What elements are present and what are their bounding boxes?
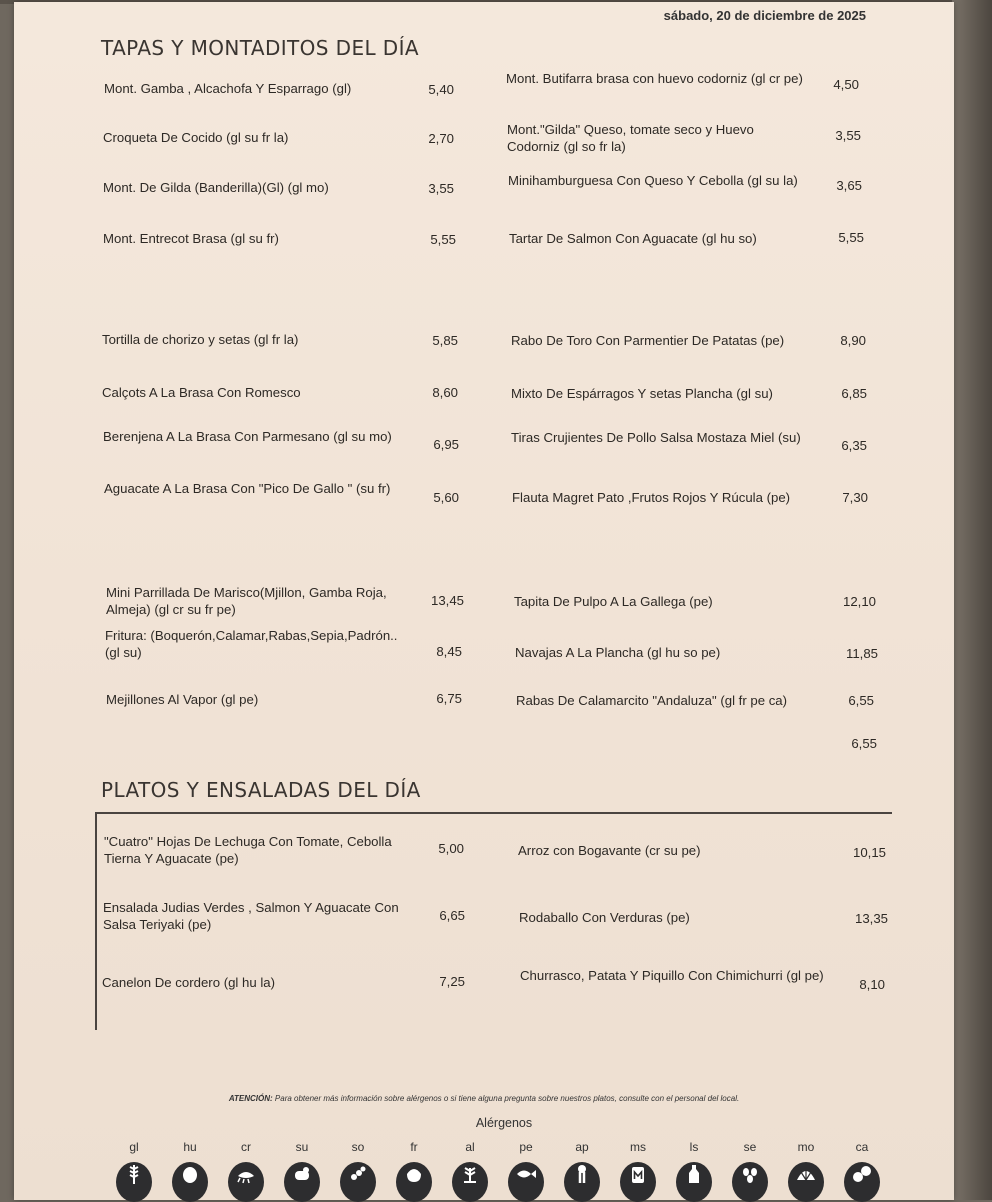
- menu-item-price: 2,70: [428, 131, 454, 146]
- allergen-code: ls: [689, 1140, 699, 1154]
- menu-item-price: 7,30: [842, 490, 868, 505]
- menu-item-price: 10,15: [852, 845, 886, 860]
- allergen-code: gl: [129, 1140, 139, 1154]
- menu-item-price: 8,10: [859, 977, 885, 992]
- allergen-code: hu: [183, 1140, 197, 1154]
- nut-icon: [396, 1162, 432, 1202]
- menu-item-price: 4,50: [833, 77, 859, 92]
- board-frame: [952, 0, 992, 1200]
- milk-icon: [676, 1162, 712, 1202]
- allergen-code: fr: [410, 1140, 418, 1154]
- menu-item-name: Churrasco, Patata Y Piquillo Con Chimichurri (gl pe): [520, 968, 824, 983]
- allergen-pe: [504, 1140, 548, 1202]
- menu-item-price: 6,35: [841, 438, 867, 453]
- menu-item-price: 13,45: [430, 593, 464, 608]
- menu-item-name: Minihamburguesa Con Queso Y Cebolla (gl su la): [508, 173, 798, 188]
- allergen-code: su: [295, 1140, 309, 1154]
- allergen-code: mo: [797, 1140, 815, 1154]
- platos-heading: PLATOS Y ENSALADAS DEL DÍA: [101, 778, 421, 802]
- menu-item-price: 5,55: [838, 230, 864, 245]
- fish-icon: [508, 1162, 544, 1202]
- menu-item-price: 3,55: [428, 181, 454, 196]
- menu-item-name: Calçots A La Brasa Con Romesco: [102, 385, 301, 400]
- lupin-icon: [452, 1162, 488, 1202]
- menu-item-price: 6,55: [848, 693, 874, 708]
- menu-item-name: Croqueta De Cocido (gl su fr la): [103, 130, 289, 145]
- menu-item-name: Rabo De Toro Con Parmentier De Patatas (pe): [511, 333, 785, 348]
- menu-item-price: 8,45: [436, 644, 462, 659]
- menu-item-price: 6,65: [439, 908, 465, 923]
- allergen-cr: [224, 1140, 268, 1202]
- allergen-code: so: [351, 1140, 365, 1154]
- menu-item-price: 6,85: [841, 386, 867, 401]
- extra-price: 6,55: [851, 736, 877, 751]
- mollusc-icon: [788, 1162, 824, 1202]
- notice-text: Para obtener más información sobre alérgenos o si tiene alguna pregunta sobre nuestros platos, consulte con el personal del local.: [274, 1094, 740, 1103]
- menu-sheet: [14, 2, 954, 1200]
- menu-item-name: Mejillones Al Vapor (gl pe): [106, 692, 259, 707]
- menu-item-price: 5,55: [430, 232, 456, 247]
- menu-item-name: Mont. Entrecot Brasa (gl su fr): [103, 231, 279, 246]
- menu-item-name: "Cuatro" Hojas De Lechuga Con Tomate, Cebolla Tierna Y Aguacate (pe): [104, 834, 392, 866]
- wheat-icon: [116, 1162, 152, 1202]
- allergen-ms: [616, 1140, 660, 1202]
- menu-item-name: Tartar De Salmon Con Aguacate (gl hu so): [509, 231, 757, 246]
- menu-item-name: Arroz con Bogavante (cr su pe): [518, 843, 701, 858]
- soy-icon: [340, 1162, 376, 1202]
- menu-item-name: Rodaballo Con Verduras (pe): [519, 910, 690, 925]
- allergen-fr: [392, 1140, 436, 1202]
- allergen-code: se: [743, 1140, 757, 1154]
- menu-item-price: 6,75: [436, 691, 462, 706]
- mustard-icon: [620, 1162, 656, 1202]
- allergen-code: ca: [855, 1140, 869, 1154]
- notice-label: ATENCIÓN:: [228, 1094, 273, 1103]
- menu-item-price: 8,90: [840, 333, 866, 348]
- allergen-code: ap: [575, 1140, 589, 1154]
- menu-item-price: 12,10: [842, 594, 876, 609]
- celery-icon: [564, 1162, 600, 1202]
- tapas-heading: TAPAS Y MONTADITOS DEL DÍA: [101, 36, 419, 60]
- menu-item-name: Mixto De Espárragos Y setas Plancha (gl su): [511, 386, 773, 401]
- allergen-ls: [672, 1140, 716, 1202]
- menu-date: sábado, 20 de diciembre de 2025: [663, 8, 866, 23]
- allergen-hu: [168, 1140, 212, 1202]
- menu-item-price: 7,25: [439, 974, 465, 989]
- section-rule-vertical: [95, 812, 97, 1030]
- allergen-code: cr: [241, 1140, 251, 1154]
- menu-item-name: Mont."Gilda" Queso, tomate seco y Huevo Codorniz (gl so fr la): [507, 122, 754, 154]
- menu-item-price: 5,00: [438, 841, 464, 856]
- menu-item-price: 3,65: [836, 178, 862, 193]
- crustacean-icon: [228, 1162, 264, 1202]
- allergen-mo: [784, 1140, 828, 1202]
- menu-item-name: Mont. Gamba , Alcachofa Y Esparrago (gl): [104, 81, 352, 96]
- menu-item-price: 11,85: [845, 646, 878, 661]
- allergen-code: ms: [630, 1140, 646, 1154]
- allergen-gl: [112, 1140, 156, 1202]
- allergen-se: [728, 1140, 772, 1202]
- egg-icon: [172, 1162, 208, 1202]
- allergen-al: [448, 1140, 492, 1202]
- menu-item-name: Aguacate A La Brasa Con "Pico De Gallo " (su fr): [104, 481, 391, 496]
- allergen-su: [280, 1140, 324, 1202]
- menu-item-name: Tiras Crujientes De Pollo Salsa Mostaza Miel (su): [511, 430, 801, 445]
- allergen-ca: [840, 1140, 884, 1202]
- menu-item-name: Tortilla de chorizo y setas (gl fr la): [102, 332, 299, 347]
- menu-item-name: Mini Parrillada De Marisco(Mjillon, Gamba Roja, Almeja) (gl cr su fr pe): [106, 585, 387, 617]
- sulphite-icon: [284, 1162, 320, 1202]
- allergen-code: al: [465, 1140, 475, 1154]
- menu-item-price: 5,85: [432, 333, 458, 348]
- menu-item-name: Rabas De Calamarcito "Andaluza" (gl fr pe ca): [516, 693, 788, 708]
- allergen-notice: [14, 1094, 954, 1103]
- allergen-code: pe: [519, 1140, 533, 1154]
- menu-item-name: Navajas A La Plancha (gl hu so pe): [515, 645, 721, 660]
- menu-item-name: Fritura: (Boquerón,Calamar,Rabas,Sepia,Padrón.. (gl su): [105, 628, 398, 660]
- allergens-title: Alérgenos: [475, 1116, 533, 1130]
- menu-item-name: Flauta Magret Pato ,Frutos Rojos Y Rúcula (pe): [512, 490, 791, 505]
- menu-item-price: 13,35: [854, 911, 888, 926]
- menu-item-price: 6,95: [433, 437, 459, 452]
- menu-item-name: Canelon De cordero (gl hu la): [102, 975, 275, 990]
- allergen-so: [336, 1140, 380, 1202]
- menu-item-name: Mont. Butifarra brasa con huevo codorniz (gl cr pe): [506, 71, 803, 86]
- menu-item-price: 3,55: [835, 128, 861, 143]
- allergen-ap: [560, 1140, 604, 1202]
- menu-item-price: 8,60: [432, 385, 458, 400]
- peanut-icon: [844, 1162, 880, 1202]
- menu-item-name: Ensalada Judias Verdes , Salmon Y Aguacate Con Salsa Teriyaki (pe): [103, 900, 399, 932]
- menu-item-name: Tapita De Pulpo A La Gallega (pe): [514, 594, 713, 609]
- section-rule: [96, 812, 892, 814]
- menu-item-name: Mont. De Gilda (Banderilla)(Gl) (gl mo): [103, 180, 329, 195]
- sesame-icon: [732, 1162, 768, 1202]
- menu-item-name: Berenjena A La Brasa Con Parmesano (gl su mo): [103, 429, 392, 444]
- menu-item-price: 5,60: [433, 490, 459, 505]
- menu-item-price: 5,40: [428, 82, 454, 97]
